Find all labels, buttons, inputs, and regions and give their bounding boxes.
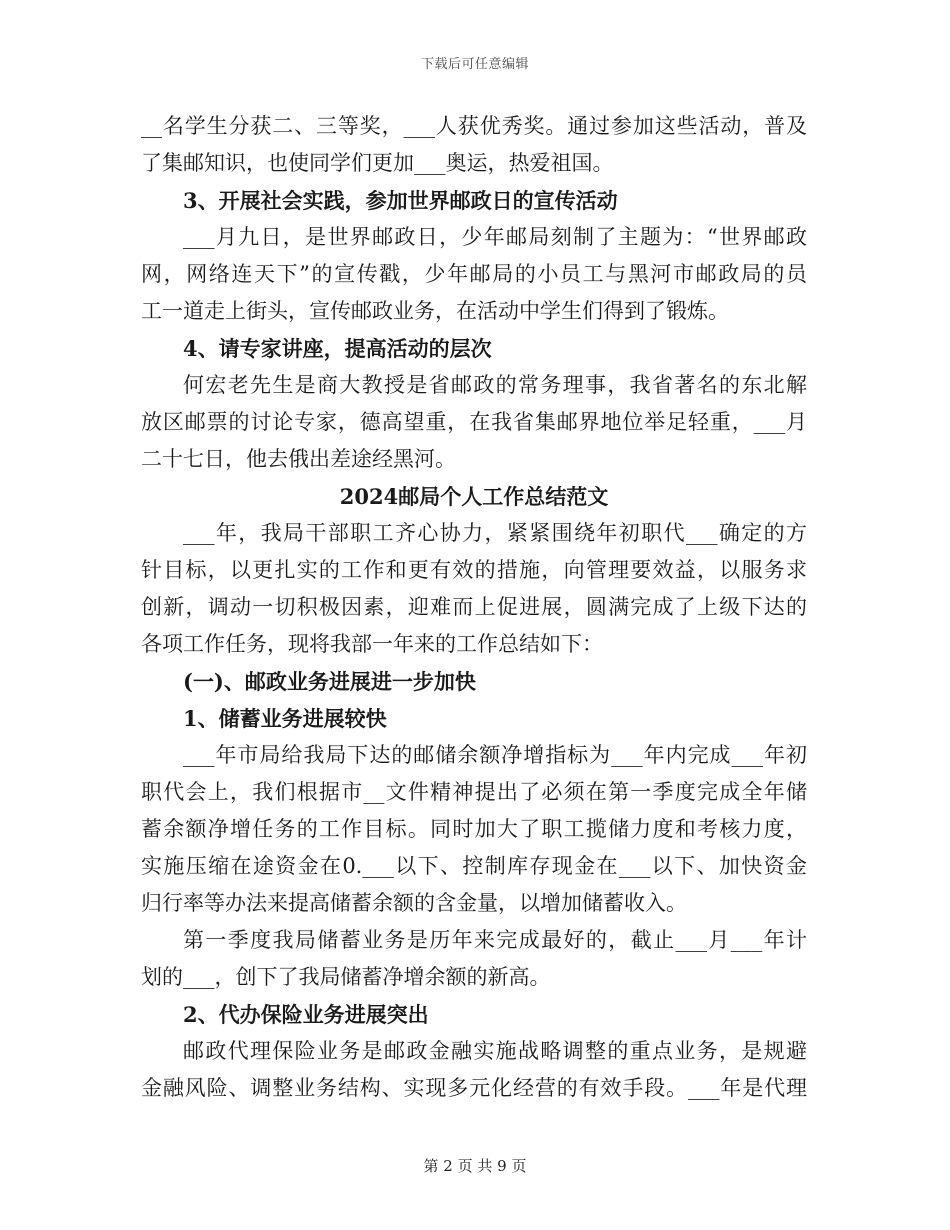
text-line: 邮政代理保险业务是邮政金融实施战略调整的重点业务，是规避 [183,1039,807,1063]
text-line: 针目标，以更扎实的工作和更有效的措施，向管理要效益，以服务求 [141,558,807,582]
text-line: 了集邮知识，也使同学们更加___奥运，热爱祖国。 [141,151,614,175]
subsection-heading-savings: 1、储蓄业务进展较快 [183,706,387,731]
document-title: 2024邮局个人工作总结范文 [339,484,609,509]
subsection-heading-insurance: 2、代办保险业务进展突出 [183,1002,429,1027]
text-line: 创新，调动一切积极因素，迎难而上促进展，圆满完成了上级下达的 [141,595,807,619]
text-line: 归行率等办法来提高储蓄余额的含金量，以增加储蓄收入。 [141,891,687,915]
paragraph-insurance [141,1033,807,1107]
paragraph-savings [141,737,807,922]
text-line: 第一季度我局储蓄业务是历年来完成最好的，截止___月___年计 [183,928,807,952]
paragraph-expert [141,367,807,478]
text-line: 划的___，创下了我局储蓄净增余额的新高。 [141,965,551,989]
paragraph-first-quarter [141,922,807,996]
paragraph-intro [141,515,807,663]
section-heading-4: 4、请专家讲座，提高活动的层次 [183,336,492,361]
section-heading-3: 3、开展社会实践，参加世界邮政日的宣传活动 [183,188,618,213]
text-line: 各项工作任务，现将我部一年来的工作总结如下： [141,632,603,656]
text-line: 何宏老先生是商大教授是省邮政的常务理事，我省著名的东北解 [183,373,807,397]
text-line: 金融风险、调整业务结构、实现多元化经营的有效手段。___年是代理 [141,1076,807,1100]
text-line: 蓄余额净增任务的工作目标。同时加大了职工揽储力度和考核力度， [141,817,807,841]
paragraph-awards [141,108,807,182]
text-line: 放区邮票的讨论专家，德高望重，在我省集邮界地位举足轻重，___月 [141,410,807,434]
document-body [141,108,807,1107]
page-footer: 第 2 页 共 9 页 [423,1157,527,1175]
text-line: 工一道走上街头，宣传邮政业务，在活动中学生们得到了锻炼。 [141,299,729,323]
text-line: ___年，我局干部职工齐心协力，紧紧围绕年初职代___确定的方 [183,521,807,545]
page-header: 下载后可任意编辑 [420,57,529,72]
text-line: 职代会上，我们根据市__文件精神提出了必须在第一季度完成全年储 [141,780,807,804]
text-line: ___年市局给我局下达的邮储余额净增指标为___年内完成___年初 [183,743,807,767]
text-line: 网，网络连天下”的宣传戳，少年邮局的小员工与黑河市邮政局的员 [141,262,807,286]
text-line: ___月九日，是世界邮政日，少年邮局刻制了主题为：“世界邮政 [183,225,807,249]
text-line: 二十七日，他去俄出差途经黑河。 [141,447,456,471]
text-line: 实施压缩在途资金在0.___以下、控制库存现金在___以下、加快资金 [141,854,807,878]
paragraph-postal-day [141,219,807,330]
text-line: __名学生分获二、三等奖，___人获优秀奖。通过参加这些活动，普及 [141,114,807,138]
section-heading-1: (一)、邮政业务进展进一步加快 [183,669,476,694]
